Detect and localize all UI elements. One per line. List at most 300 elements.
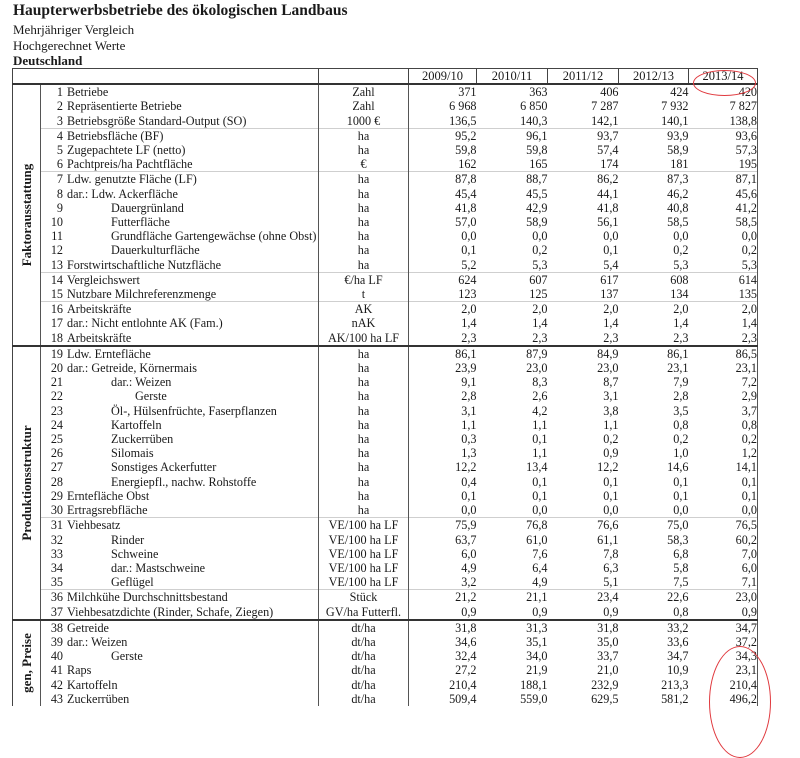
value-cell: 213,3 — [661, 677, 689, 692]
value-cell: 2,3 — [689, 331, 758, 346]
value-cell: 6,0 — [461, 546, 477, 561]
row-number: 40 — [50, 649, 63, 664]
row-label-text: Vergleichswert — [67, 272, 140, 287]
value-cell: 0,0 — [603, 229, 619, 244]
group-label-cell — [13, 346, 41, 620]
value-cell: 0,1 — [603, 488, 619, 503]
value-cell: 0,1 — [603, 243, 619, 258]
row-label — [41, 649, 319, 663]
value-cell: 93,7 — [548, 128, 619, 143]
table-row — [13, 547, 758, 561]
value-cell: 14,1 — [689, 460, 758, 474]
row-unit: €/ha LF — [319, 272, 409, 287]
row-number: 1 — [56, 85, 63, 100]
value-cell: 1,1 — [461, 417, 477, 432]
value-cell: 96,1 — [477, 128, 548, 143]
value-cell: 0,1 — [532, 488, 548, 503]
value-cell: 210,4 — [689, 678, 758, 692]
value-cell: 33,7 — [597, 649, 619, 664]
value-cell: 0,1 — [673, 474, 689, 489]
value-cell: 174 — [600, 157, 619, 172]
value-cell: 0,4 — [461, 474, 477, 489]
row-unit: ha — [319, 503, 409, 518]
value-cell: 41,8 — [597, 200, 619, 215]
row-label-text: Öl-, Hülsenfrüchte, Faserpflanzen — [111, 403, 277, 418]
row-label — [41, 404, 319, 418]
value-cell: 34,3 — [689, 649, 758, 663]
value-cell: 75,9 — [409, 518, 477, 533]
value-cell: 162 — [458, 157, 477, 172]
value-cell: 140,3 — [520, 113, 548, 128]
value-cell: 8,3 — [532, 375, 548, 390]
column-header-2009-10: 2009/10 — [409, 69, 477, 85]
value-cell: 0,2 — [673, 243, 689, 258]
row-label — [41, 346, 319, 361]
value-cell: 12,2 — [597, 460, 619, 475]
value-cell: 23,1 — [689, 361, 758, 375]
value-cell: 87,9 — [477, 346, 548, 361]
table-row — [13, 215, 758, 229]
table-row — [13, 590, 758, 605]
value-cell: 8,7 — [603, 375, 619, 390]
row-label-text: Grundfläche Gartengewächse (ohne Obst) — [111, 229, 317, 244]
row-label — [41, 561, 319, 575]
header-label-cell — [13, 69, 319, 85]
row-label — [41, 375, 319, 389]
row-unit: VE/100 ha LF — [319, 561, 409, 575]
row-label-text: dar.: Weizen — [111, 375, 172, 390]
value-cell: 232,9 — [591, 677, 619, 692]
value-cell: 2,0 — [619, 302, 689, 317]
group-label-cell — [13, 620, 41, 706]
row-unit: VE/100 ha LF — [319, 575, 409, 590]
value-cell: 23,9 — [455, 361, 477, 376]
row-number: 24 — [50, 417, 63, 432]
value-cell: 123 — [458, 287, 477, 302]
value-cell: 22,6 — [619, 590, 689, 605]
value-cell: 420 — [689, 84, 758, 99]
table-row — [13, 446, 758, 460]
value-cell: 21,2 — [409, 590, 477, 605]
value-cell: 5,4 — [603, 257, 619, 272]
row-label-text: Ldw. Erntefläche — [67, 346, 151, 361]
value-cell: 0,0 — [532, 503, 548, 518]
value-cell: 136,5 — [449, 113, 477, 128]
value-cell: 57,3 — [689, 143, 758, 157]
row-number: 31 — [50, 518, 63, 533]
value-cell: 371 — [458, 85, 477, 100]
row-number: 3 — [56, 113, 63, 128]
value-cell: 607 — [477, 272, 548, 287]
row-unit: ha — [319, 128, 409, 143]
row-number: 5 — [56, 143, 63, 158]
value-cell: 2,0 — [689, 302, 758, 317]
row-number: 26 — [50, 446, 63, 461]
value-cell: 0,3 — [461, 432, 477, 447]
row-label-text: Gerste — [111, 649, 143, 664]
table-row — [13, 635, 758, 649]
value-cell: 7,6 — [532, 546, 548, 561]
row-label-text: Nutzbare Milchreferenzmenge — [67, 287, 217, 302]
table-row — [13, 258, 758, 273]
value-cell: 3,8 — [603, 403, 619, 418]
value-cell: 2,3 — [461, 330, 477, 345]
row-prefix: dar.: — [67, 316, 92, 331]
data-table — [12, 68, 758, 706]
value-cell: 88,7 — [477, 172, 548, 187]
value-cell: 76,6 — [548, 518, 619, 533]
value-cell: 41,8 — [455, 200, 477, 215]
value-cell: 33,2 — [619, 620, 689, 635]
row-label — [41, 172, 319, 187]
row-label — [41, 243, 319, 257]
row-number: 10 — [50, 215, 63, 230]
row-label — [41, 287, 319, 302]
value-cell: 135 — [689, 287, 758, 302]
table-row — [13, 489, 758, 503]
row-label — [41, 128, 319, 143]
table-row — [13, 346, 758, 361]
value-cell: 21,9 — [526, 663, 548, 678]
table-row — [13, 663, 758, 677]
row-number: 8 — [56, 186, 63, 201]
value-cell: 13,4 — [526, 460, 548, 475]
value-cell: 37,2 — [689, 635, 758, 649]
value-cell: 0,1 — [603, 474, 619, 489]
row-unit: ha — [319, 446, 409, 460]
row-label-text: Betriebsgröße Standard-Output (SO) — [67, 113, 247, 128]
value-cell: 406 — [600, 85, 619, 100]
row-label — [41, 361, 319, 375]
row-number: 30 — [50, 503, 63, 518]
row-label — [41, 489, 319, 503]
value-cell: 33,6 — [667, 634, 689, 649]
row-number: 21 — [50, 375, 63, 390]
row-label — [41, 229, 319, 243]
value-cell: 0,0 — [603, 503, 619, 518]
group-label: Faktorausstattung — [18, 163, 34, 267]
value-cell: 137 — [600, 287, 619, 302]
row-label — [41, 475, 319, 489]
row-label-text: Gerste — [135, 389, 167, 404]
row-unit: ha — [319, 432, 409, 446]
value-cell: 2,0 — [409, 302, 477, 317]
table-header-row — [13, 69, 758, 85]
value-cell: 12,2 — [455, 460, 477, 475]
value-cell: 0,0 — [689, 503, 758, 518]
row-label-text: Sonstiges Ackerfutter — [111, 460, 217, 475]
row-label-text: Ldw. genutzte Fläche (LF) — [67, 172, 197, 187]
row-number: 36 — [50, 590, 63, 605]
table-row — [13, 302, 758, 317]
value-cell: 34,6 — [455, 634, 477, 649]
value-cell: 1,1 — [532, 446, 548, 461]
row-unit: ha — [319, 418, 409, 432]
table-row — [13, 518, 758, 533]
value-cell: 0,8 — [673, 417, 689, 432]
value-cell: 34,7 — [667, 649, 689, 664]
row-label — [41, 620, 319, 635]
row-label — [41, 432, 319, 446]
value-cell: 0,2 — [603, 432, 619, 447]
row-number: 12 — [50, 243, 63, 258]
row-number: 22 — [50, 389, 63, 404]
value-cell: 23,0 — [689, 590, 758, 605]
value-cell: 2,3 — [603, 330, 619, 345]
region-label: Deutschland — [13, 53, 83, 68]
value-cell: 27,2 — [455, 663, 477, 678]
row-label — [41, 215, 319, 229]
value-cell: 56,1 — [597, 215, 619, 230]
row-label — [41, 605, 319, 620]
table-row — [13, 678, 758, 692]
row-number: 4 — [56, 128, 63, 143]
value-cell: 5,2 — [461, 257, 477, 272]
value-cell: 0,1 — [532, 474, 548, 489]
value-cell: 1,3 — [461, 446, 477, 461]
row-number: 13 — [50, 257, 63, 272]
value-cell: 31,3 — [477, 620, 548, 635]
value-cell: 58,9 — [526, 215, 548, 230]
row-number: 6 — [56, 157, 63, 172]
value-cell: 75,0 — [619, 518, 689, 533]
row-number: 7 — [56, 172, 63, 187]
row-unit: ha — [319, 475, 409, 489]
value-cell: 629,5 — [591, 691, 619, 706]
value-cell: 0,1 — [689, 475, 758, 489]
row-unit: dt/ha — [319, 692, 409, 706]
row-unit: 1000 € — [319, 114, 409, 129]
row-unit: dt/ha — [319, 678, 409, 692]
value-cell: 1,1 — [603, 417, 619, 432]
value-cell: 42,9 — [526, 200, 548, 215]
value-cell: 95,2 — [409, 128, 477, 143]
value-cell: 4,9 — [532, 575, 548, 590]
value-cell: 7,1 — [689, 575, 758, 590]
row-unit: dt/ha — [319, 663, 409, 677]
value-cell: 23,1 — [689, 663, 758, 677]
value-cell: 5,3 — [532, 257, 548, 272]
value-cell: 0,9 — [603, 604, 619, 619]
row-label-text: Milchkühe Durchschnittsbestand — [67, 590, 228, 605]
row-unit: ha — [319, 489, 409, 503]
row-number: 9 — [56, 200, 63, 215]
row-number: 25 — [50, 432, 63, 447]
value-cell: 125 — [529, 287, 548, 302]
value-cell: 0,1 — [461, 488, 477, 503]
value-cell: 34,7 — [689, 620, 758, 635]
table-row — [13, 404, 758, 418]
value-cell: 46,2 — [667, 186, 689, 201]
row-label-text: Geflügel — [111, 575, 154, 590]
value-cell: 5,3 — [689, 258, 758, 273]
row-unit: VE/100 ha LF — [319, 533, 409, 547]
value-cell: 0,0 — [673, 229, 689, 244]
row-label-text: dar.: Mastschweine — [111, 560, 206, 575]
table-row — [13, 243, 758, 257]
table-row — [13, 84, 758, 99]
value-cell: 2,3 — [673, 330, 689, 345]
row-prefix: dar.: — [67, 634, 92, 649]
value-cell: 21,1 — [477, 590, 548, 605]
value-cell: 424 — [670, 85, 689, 100]
value-cell: 134 — [670, 287, 689, 302]
row-unit: ha — [319, 346, 409, 361]
row-unit: ha — [319, 361, 409, 375]
table-row — [13, 561, 758, 575]
row-label — [41, 258, 319, 273]
value-cell: 93,9 — [619, 128, 689, 143]
row-label — [41, 187, 319, 201]
value-cell: 5,3 — [673, 257, 689, 272]
value-cell: 3,5 — [673, 403, 689, 418]
row-label — [41, 418, 319, 432]
row-label — [41, 331, 319, 346]
value-cell: 138,8 — [689, 114, 758, 129]
value-cell: 57,4 — [597, 143, 619, 158]
value-cell: 3,7 — [689, 404, 758, 418]
row-unit: ha — [319, 258, 409, 273]
row-unit: dt/ha — [319, 620, 409, 635]
value-cell: 0,9 — [532, 604, 548, 619]
value-cell: 58,5 — [667, 215, 689, 230]
value-cell: 58,9 — [667, 143, 689, 158]
row-number: 18 — [50, 330, 63, 345]
value-cell: 1,2 — [689, 446, 758, 460]
row-label-text: Schweine — [111, 546, 159, 561]
value-cell: 0,2 — [689, 432, 758, 446]
row-number: 37 — [50, 604, 63, 619]
row-unit: € — [319, 157, 409, 172]
table-row — [13, 361, 758, 375]
column-header-2011-12: 2011/12 — [548, 69, 619, 85]
row-number: 42 — [50, 677, 63, 692]
value-cell: 86,1 — [619, 346, 689, 361]
table-row — [13, 692, 758, 706]
table-row — [13, 575, 758, 590]
value-cell: 559,0 — [520, 691, 548, 706]
row-label — [41, 201, 319, 215]
table-row — [13, 316, 758, 330]
value-cell: 87,1 — [689, 172, 758, 187]
row-label-text: Ertragsrebfläche — [67, 503, 148, 518]
row-label-text: Silomais — [111, 446, 154, 461]
row-label-text: Getreide, Körnermais — [91, 361, 197, 376]
row-unit: AK — [319, 302, 409, 317]
row-label — [41, 460, 319, 474]
row-unit: ha — [319, 172, 409, 187]
row-label — [41, 590, 319, 605]
value-cell: 57,0 — [455, 215, 477, 230]
header-unit-cell — [319, 69, 409, 85]
value-cell: 4,9 — [461, 560, 477, 575]
value-cell: 210,4 — [449, 677, 477, 692]
table-row — [13, 418, 758, 432]
value-cell: 59,8 — [455, 143, 477, 158]
row-number: 19 — [50, 346, 63, 361]
row-label-text: Energiepfl., nachw. Rohstoffe — [111, 474, 257, 489]
value-cell: 2,9 — [689, 389, 758, 403]
value-cell: 21,0 — [597, 663, 619, 678]
value-cell: 142,1 — [591, 113, 619, 128]
value-cell: 60,2 — [689, 533, 758, 547]
row-unit: VE/100 ha LF — [319, 518, 409, 533]
table-row — [13, 272, 758, 287]
value-cell: 1,4 — [603, 316, 619, 331]
row-label-text: Ldw. Ackerfläche — [91, 186, 178, 201]
value-cell: 140,1 — [661, 113, 689, 128]
row-number: 32 — [50, 532, 63, 547]
value-cell: 165 — [529, 157, 548, 172]
table-row — [13, 649, 758, 663]
table-row — [13, 114, 758, 129]
document-title: Haupterwerbsbetriebe des ökologischen Landbaus — [13, 2, 348, 19]
row-label-text: Rinder — [111, 532, 145, 547]
value-cell: 0,1 — [461, 243, 477, 258]
value-cell: 31,8 — [548, 620, 619, 635]
row-label — [41, 99, 319, 113]
row-number: 41 — [50, 663, 63, 678]
table-row — [13, 172, 758, 187]
table-row — [13, 432, 758, 446]
table-row — [13, 201, 758, 215]
value-cell: 63,7 — [455, 532, 477, 547]
value-cell: 59,8 — [526, 143, 548, 158]
value-cell: 45,6 — [689, 187, 758, 201]
value-cell: 0,0 — [461, 503, 477, 518]
value-cell: 2,8 — [461, 389, 477, 404]
value-cell: 32,4 — [455, 649, 477, 664]
value-cell: 608 — [619, 272, 689, 287]
value-cell: 61,0 — [526, 532, 548, 547]
row-label-text: Betriebe — [67, 85, 109, 100]
value-cell: 34,0 — [526, 649, 548, 664]
value-cell: 4,2 — [532, 403, 548, 418]
value-cell: 0,9 — [603, 446, 619, 461]
row-label — [41, 114, 319, 129]
row-label-text: Repräsentierte Betriebe — [67, 99, 182, 114]
row-unit: t — [319, 287, 409, 302]
row-number: 23 — [50, 403, 63, 418]
row-label — [41, 503, 319, 518]
value-cell: 7,5 — [673, 575, 689, 590]
table-row — [13, 503, 758, 518]
row-unit: ha — [319, 201, 409, 215]
value-cell: 93,6 — [689, 128, 758, 143]
row-label-text: Zuckerrüben — [67, 691, 130, 706]
value-cell: 84,9 — [548, 346, 619, 361]
table-row — [13, 620, 758, 635]
row-unit: ha — [319, 229, 409, 243]
row-unit: dt/ha — [319, 649, 409, 663]
value-cell: 23,0 — [526, 361, 548, 376]
value-cell: 9,1 — [461, 375, 477, 390]
row-number: 39 — [50, 634, 63, 649]
value-cell: 6 968 — [449, 99, 477, 114]
row-number: 2 — [56, 99, 63, 114]
table-row — [13, 533, 758, 547]
value-cell: 76,5 — [689, 518, 758, 533]
row-number: 20 — [50, 361, 63, 376]
value-cell: 44,1 — [597, 186, 619, 201]
row-label — [41, 533, 319, 547]
value-cell: 617 — [548, 272, 619, 287]
value-cell: 7,9 — [673, 375, 689, 390]
value-cell: 35,1 — [526, 634, 548, 649]
row-prefix: dar.: — [67, 186, 92, 201]
value-cell: 5,8 — [673, 560, 689, 575]
value-cell: 7 287 — [591, 99, 619, 114]
